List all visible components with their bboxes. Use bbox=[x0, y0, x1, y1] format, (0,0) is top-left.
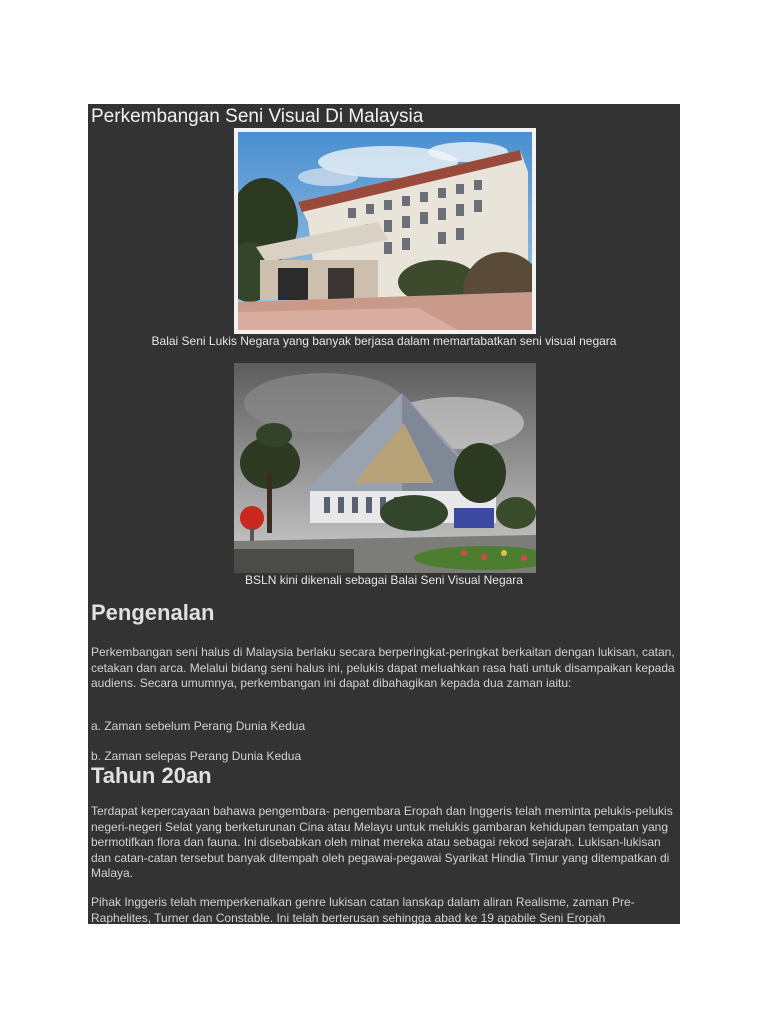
list-item: b. Zaman selepas Perang Dunia Kedua bbox=[91, 749, 302, 763]
figure-caption: Balai Seni Lukis Negara yang banyak berjasa dalam memartabatkan seni visual negara bbox=[151, 334, 617, 348]
document-page bbox=[88, 104, 680, 924]
section-heading: Pengenalan bbox=[91, 600, 215, 625]
national-art-gallery-photo bbox=[234, 363, 536, 573]
figure-caption: BSLN kini dikenali sebagai Balai Seni Visual Negara bbox=[245, 573, 523, 587]
old-gallery-building-photo bbox=[234, 128, 536, 334]
paragraph: Terdapat kepercayaan bahawa pengembara- pengembara Eropah dan Inggeris telah meminta pelukis-pelukis negeri-negeri Selat yang berketurunan Cina atau Melayu untuk melukis gambaran kehidupan tempatan yang bermotifkan flora dan fauna. Ini disebabkan oleh minat mereka atau sebagai rekod sejarah. Lukisan-lukisan dan catan-catan tersebut banyak ditempah oleh pegawai-pegawai Syarikat Hindia Timur yang ditempatkan di Malaya. bbox=[91, 804, 673, 880]
list-item: a. Zaman sebelum Perang Dunia Kedua bbox=[91, 719, 306, 733]
page-title: Perkembangan Seni Visual Di Malaysia bbox=[91, 106, 424, 127]
paragraph: Pihak Inggeris telah memperkenalkan genre lukisan catan lanskap dalam aliran Realisme, zaman Pre-Raphelites, Turner dan Constable. Ini telah berterusan sehingga abad ke 19 apabile Seni Eropah bbox=[91, 895, 635, 924]
paragraph: Perkembangan seni halus di Malaysia berlaku secara berperingkat-peringkat berkaitan dengan lukisan, catan, cetakan dan arca. Melalui bidang seni halus ini, pelukis dapat meluahkan rasa hati untuk disampaikan kepada audiens. Secara umumnya, perkembangan ini dapat dibahagikan kepada dua zaman iaitu: bbox=[91, 645, 675, 690]
section-heading: Tahun 20an bbox=[91, 763, 212, 788]
